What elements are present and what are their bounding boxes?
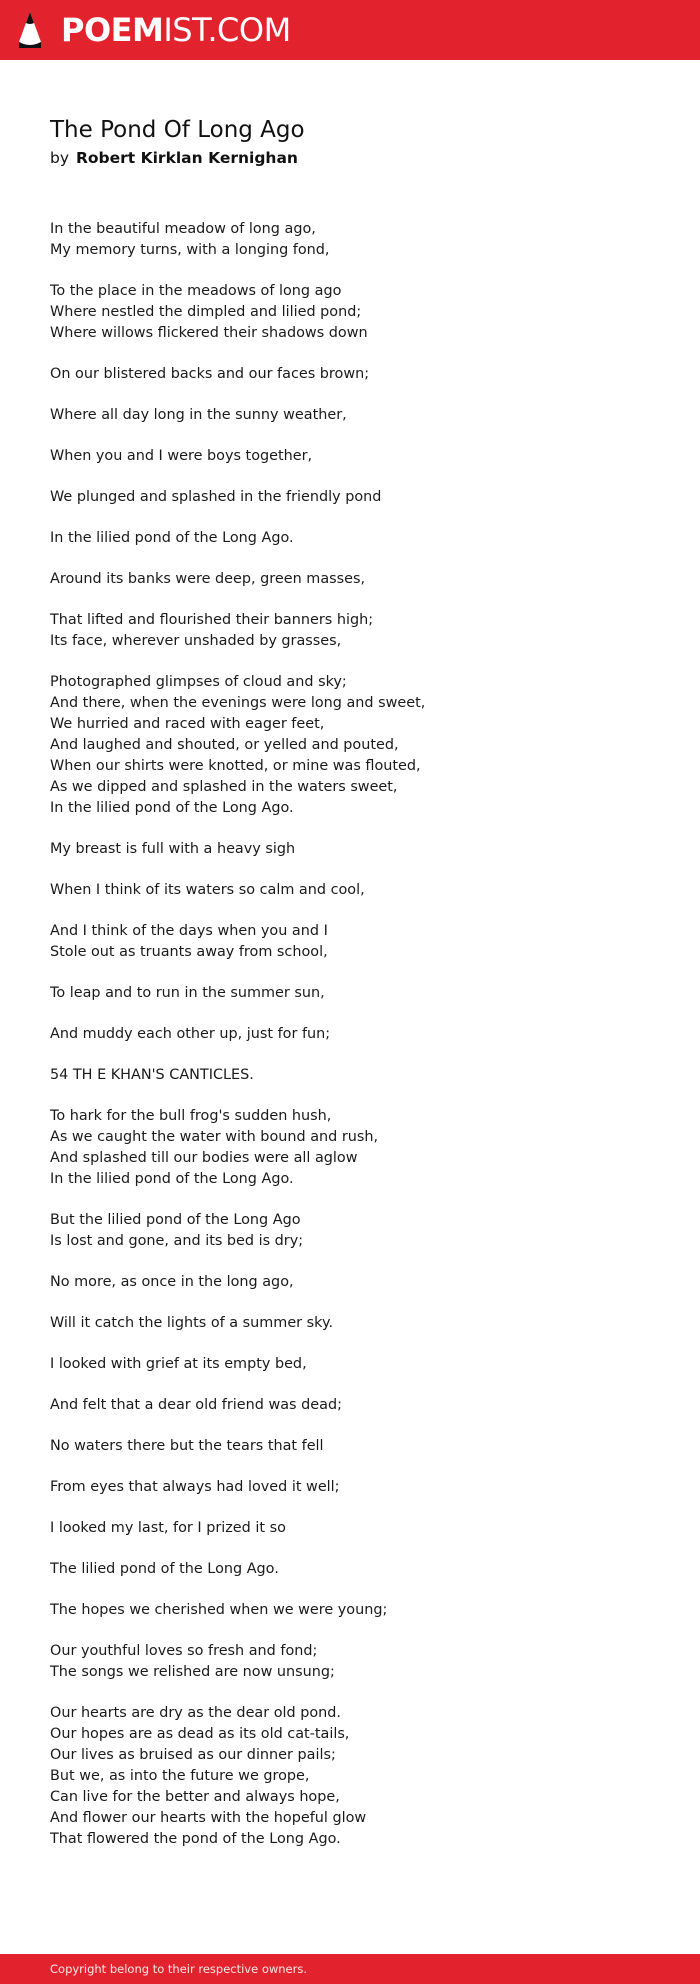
poem-line: That lifted and flourished their banners high; [50, 612, 374, 628]
poem-stanza [50, 921, 670, 963]
poem-line: That flowered the pond of the Long Ago. [50, 1831, 341, 1847]
poem-stanza [50, 364, 670, 385]
poem-line: Our youthful loves so fresh and fond; [50, 1643, 318, 1659]
poem-line: In the lilied pond of the Long Ago. [50, 800, 294, 816]
copyright-text: Copyright belong to their respective owners. [50, 1962, 308, 1976]
poem-line: To the place in the meadows of long ago [50, 283, 342, 299]
poem-stanza [50, 839, 670, 860]
poem-stanza [50, 281, 670, 344]
poem-line: I looked with grief at its empty bed, [50, 1356, 307, 1372]
poem-line: And laughed and shouted, or yelled and pouted, [50, 737, 399, 753]
poem-line: Is lost and gone, and its bed is dry; [50, 1233, 304, 1249]
poem-line: Stole out as truants away from school, [50, 944, 328, 960]
poem-line: Will it catch the lights of a summer sky. [50, 1315, 334, 1331]
poem-line: The hopes we cherished when we were young; [50, 1602, 388, 1618]
poem-line: And felt that a dear old friend was dead; [50, 1397, 342, 1413]
poem-line: I looked my last, for I prized it so [50, 1520, 286, 1536]
poem-line: As we caught the water with bound and rush, [50, 1129, 379, 1145]
poem-line: In the lilied pond of the Long Ago. [50, 1171, 294, 1187]
poem-stanza [50, 880, 670, 901]
poem-stanza [50, 1518, 670, 1539]
poem-stanza [50, 1600, 670, 1621]
poem-line: My memory turns, with a longing fond, [50, 242, 330, 258]
poem-stanza [50, 1210, 670, 1252]
poem-line: Where willows flickered their shadows down [50, 325, 368, 341]
poem-stanza [50, 672, 670, 819]
poem-stanza [50, 1641, 670, 1683]
poem-line: Our lives as bruised as our dinner pails; [50, 1747, 336, 1763]
poem-line: When our shirts were knotted, or mine was flouted, [50, 758, 421, 774]
poem-line: To leap and to run in the summer sun, [50, 985, 325, 1001]
poem-line: To hark for the bull frog's sudden hush, [50, 1108, 332, 1124]
site-name-light: IST.COM [163, 11, 291, 49]
poem-line: The songs we relished are now unsung; [50, 1664, 335, 1680]
poem-line: Can live for the better and always hope, [50, 1789, 340, 1805]
by-label: by [50, 149, 70, 167]
poem-line: Photographed glimpses of cloud and sky; [50, 674, 347, 690]
poem-stanza [50, 1354, 670, 1375]
poem-title: The Pond Of Long Ago [50, 117, 305, 143]
poem-stanza [50, 1395, 670, 1416]
poem-line: Where nestled the dimpled and lilied pond; [50, 304, 362, 320]
poem-stanza [50, 1313, 670, 1334]
author-link[interactable]: Robert Kirklan Kernighan [75, 149, 298, 167]
poem-line: No waters there but the tears that fell [50, 1438, 324, 1454]
poem-line: Our hearts are dry as the dear old pond. [50, 1705, 342, 1721]
poem-stanza [50, 1703, 670, 1850]
poem-line: And splashed till our bodies were all aglow [50, 1150, 358, 1166]
poem-stanza [50, 1024, 670, 1045]
poem-line: As we dipped and splashed in the waters sweet, [50, 779, 398, 795]
poem-stanza [50, 1477, 670, 1498]
poem-stanza [50, 487, 670, 508]
poem-stanza [50, 610, 670, 652]
poem-stanza [50, 983, 670, 1004]
poem-line: In the lilied pond of the Long Ago. [50, 530, 294, 546]
site-footer [0, 1954, 700, 1984]
poem-line: Around its banks were deep, green masses, [50, 571, 366, 587]
poem-line: From eyes that always had loved it well; [50, 1479, 340, 1495]
poem-stanza [50, 1065, 670, 1086]
poem-stanza [50, 405, 670, 426]
poem-body [50, 219, 670, 1870]
poem-line: No more, as once in the long ago, [50, 1274, 294, 1290]
site-logo[interactable] [16, 10, 291, 50]
poem-stanza [50, 528, 670, 549]
poem-line: And there, when the evenings were long and sweet, [50, 695, 426, 711]
poem-line: Where all day long in the sunny weather, [50, 407, 347, 423]
poem-line: My breast is full with a heavy sigh [50, 841, 296, 857]
poem-stanza [50, 1436, 670, 1457]
poem-line: 54 TH E KHAN'S CANTICLES. [50, 1067, 254, 1083]
poem-stanza [50, 1559, 670, 1580]
poem-line: In the beautiful meadow of long ago, [50, 221, 316, 237]
poem-line: And flower our hearts with the hopeful glow [50, 1810, 367, 1826]
poem-line: And muddy each other up, just for fun; [50, 1026, 331, 1042]
site-header [0, 0, 700, 60]
poem-stanza [50, 1272, 670, 1293]
poem-stanza [50, 1106, 670, 1190]
poem-stanza [50, 219, 670, 261]
site-name [61, 10, 291, 50]
poem-line: Our hopes are as dead as its old cat-tails, [50, 1726, 350, 1742]
poem-line: On our blistered backs and our faces brown; [50, 366, 370, 382]
poem-line: But the lilied pond of the Long Ago [50, 1212, 301, 1228]
poem-line: When I think of its waters so calm and cool, [50, 882, 365, 898]
poem-stanza [50, 446, 670, 467]
pencil-icon [16, 10, 44, 50]
poem-line: When you and I were boys together, [50, 448, 313, 464]
poem-line: Its face, wherever unshaded by grasses, [50, 633, 342, 649]
poem-line: And I think of the days when you and I [50, 923, 328, 939]
site-name-bold: POEM [61, 11, 164, 49]
poem-line: We hurried and raced with eager feet, [50, 716, 325, 732]
poem-byline [50, 147, 298, 169]
poem-line: But we, as into the future we grope, [50, 1768, 310, 1784]
poem-line: We plunged and splashed in the friendly pond [50, 489, 382, 505]
poem-line: The lilied pond of the Long Ago. [50, 1561, 279, 1577]
poem-stanza [50, 569, 670, 590]
